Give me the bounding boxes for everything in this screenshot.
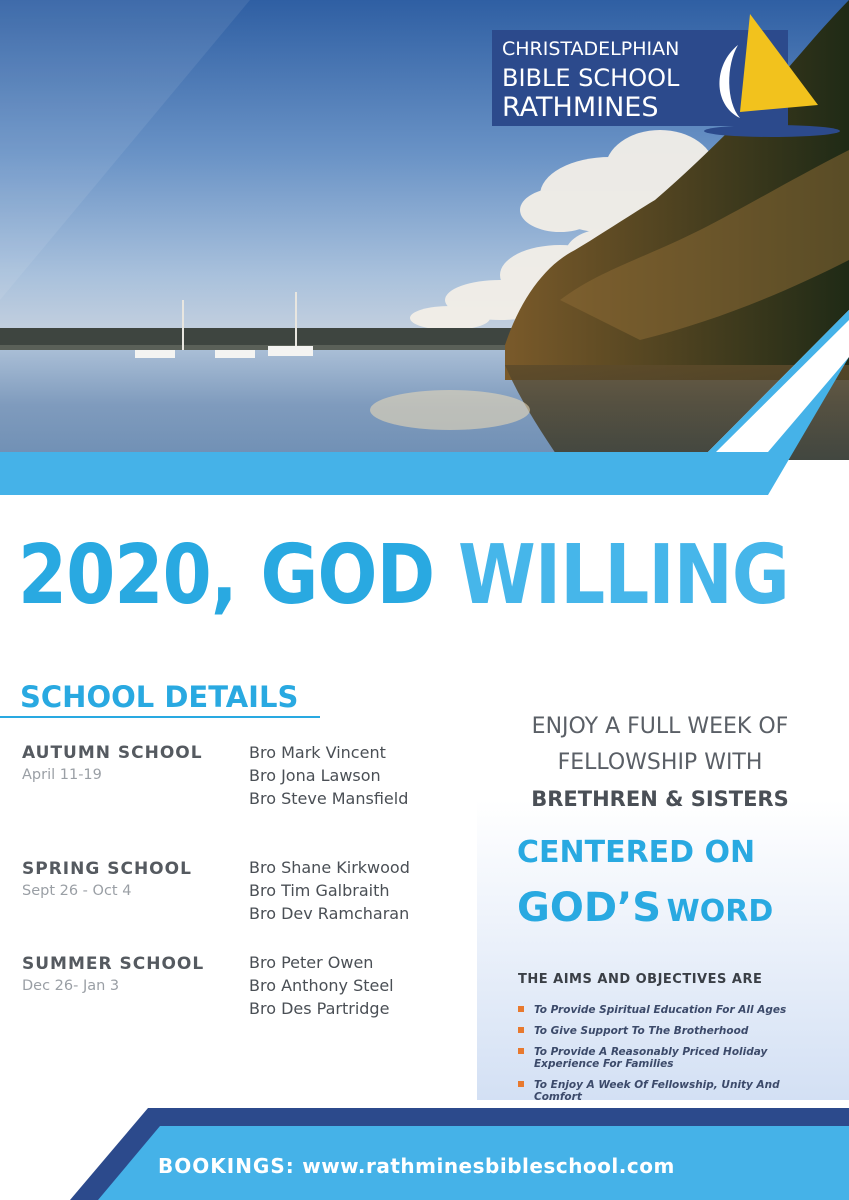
word-text: WORD xyxy=(666,894,774,929)
speaker: Bro Des Partridge xyxy=(249,999,390,1018)
aims-item-text: To Give Support To The Brotherhood xyxy=(534,1025,749,1037)
bookings-line xyxy=(158,1154,675,1178)
square-bullet-icon xyxy=(518,1048,524,1054)
logo-line-2: BIBLE SCHOOL xyxy=(502,64,680,92)
school-details-title: SCHOOL DETAILS xyxy=(20,680,299,714)
school-summer xyxy=(22,954,204,994)
speakers-autumn xyxy=(249,741,408,810)
bookings-label: BOOKINGS: xyxy=(158,1154,295,1178)
school-name: SPRING SCHOOL xyxy=(22,859,192,879)
school-name: SUMMER SCHOOL xyxy=(22,954,205,974)
school-details-underline xyxy=(0,716,320,718)
headline-part-1: 2020, GOD xyxy=(18,528,458,623)
school-dates: Sept 26 - Oct 4 xyxy=(22,883,132,899)
aims-item-text: To Enjoy A Week Of Fellowship, Unity And Comfort xyxy=(534,1079,780,1103)
aims-item xyxy=(518,1004,818,1016)
square-bullet-icon xyxy=(518,1006,524,1012)
aims-item xyxy=(518,1079,818,1103)
speaker: Bro Mark Vincent xyxy=(249,743,386,762)
aims-title: THE AIMS AND OBJECTIVES ARE xyxy=(518,972,763,987)
school-name: AUTUMN SCHOOL xyxy=(22,743,203,763)
aims-item xyxy=(518,1046,818,1070)
speaker: Bro Dev Ramcharan xyxy=(249,904,410,923)
centered-on-heading: CENTERED ON xyxy=(517,835,756,870)
speaker: Bro Anthony Steel xyxy=(249,976,394,995)
aims-item-text: To Provide Spiritual Education For All Ages xyxy=(534,1004,787,1016)
headline xyxy=(18,528,789,623)
school-autumn xyxy=(22,743,203,783)
speaker: Bro Jona Lawson xyxy=(249,766,381,785)
sail-logo-icon xyxy=(668,10,843,140)
promo-line-2: FELLOWSHIP WITH xyxy=(557,750,763,775)
aims-item-text: To Provide A Reasonably Priced Holiday Experience For Families xyxy=(534,1046,768,1070)
aims-list xyxy=(518,1004,818,1112)
speaker: Bro Peter Owen xyxy=(249,953,374,972)
bookings-url[interactable]: www.rathminesbibleschool.com xyxy=(302,1154,675,1178)
square-bullet-icon xyxy=(518,1081,524,1087)
school-spring xyxy=(22,859,192,899)
speaker: Bro Steve Mansfield xyxy=(249,789,409,808)
school-dates: April 11-19 xyxy=(22,767,102,783)
speaker: Bro Tim Galbraith xyxy=(249,881,390,900)
promo-line-3: BRETHREN & SISTERS xyxy=(531,787,789,811)
school-dates: Dec 26- Jan 3 xyxy=(22,978,120,994)
speakers-summer xyxy=(249,951,394,1020)
square-bullet-icon xyxy=(518,1027,524,1033)
headline-part-2: WILLING xyxy=(457,528,789,623)
gods-word-heading xyxy=(517,885,773,931)
aims-item xyxy=(518,1025,818,1037)
speakers-spring xyxy=(249,856,410,925)
speaker: Bro Shane Kirkwood xyxy=(249,858,410,877)
logo-line-3: RATHMINES xyxy=(502,92,659,123)
promo-line-1: ENJOY A FULL WEEK OF xyxy=(531,714,789,739)
logo-line-1: CHRISTADELPHIAN xyxy=(502,38,680,60)
gods-text: GOD’S xyxy=(517,885,662,931)
